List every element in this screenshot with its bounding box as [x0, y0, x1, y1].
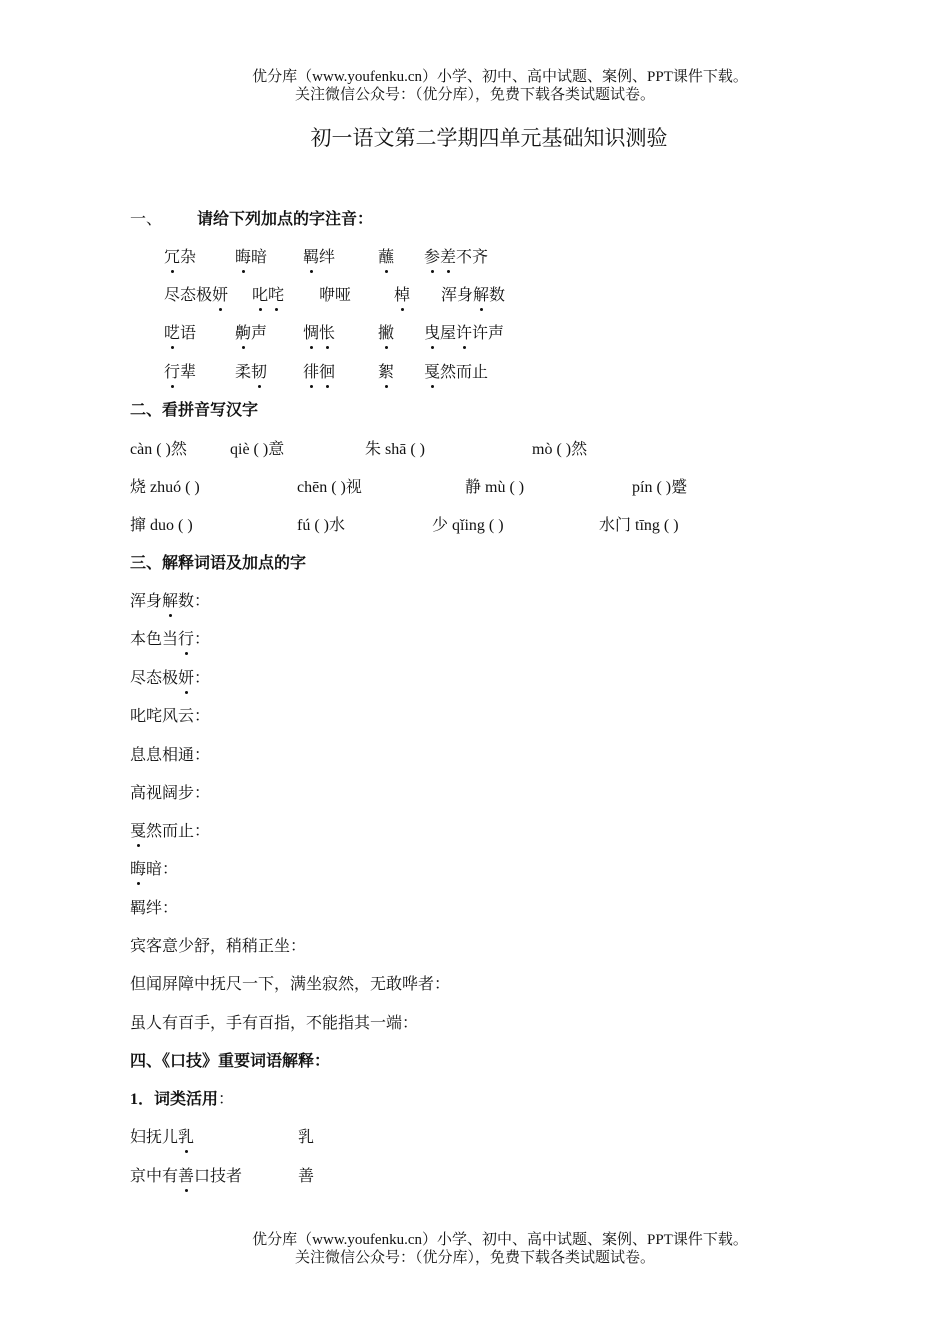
header-line-2: 关注微信公众号：（优分库），免费下载各类试题试卷。 [294, 87, 655, 103]
section-3-heading: 三、解释词语及加点的字 [130, 555, 307, 572]
s1-word: 惆怅 [303, 323, 335, 345]
s1-word: 羁绊 [303, 247, 335, 269]
s4-phrase: 京中有善口技者 [130, 1166, 242, 1188]
s3-item: 羁绊： [130, 900, 179, 917]
s2-item: mò ( )然 [532, 441, 588, 458]
sub-colon: ： [218, 1091, 235, 1108]
footer-watermark [0, 1231, 950, 1267]
section-1-heading: 请给下列加点的字注音： [197, 211, 374, 228]
sub-heading: 词类活用 [154, 1091, 219, 1108]
s2-item: qiè ( )意 [230, 441, 285, 458]
page-title: 初一语文第二学期四单元基础知识测验 [310, 126, 668, 150]
s1-word: 呓语 [164, 323, 196, 345]
s4-word: 善 [298, 1168, 315, 1185]
s3-item: 浑身解数： [130, 591, 210, 613]
s1-word: 戛然而止 [424, 362, 488, 384]
s2-item: 朱 shā ( ) [365, 441, 425, 458]
footer-line-1: 优分库（www.youfenku.cn）小学、初中、高中试题、案例、PPT课件下载。 [252, 1232, 748, 1248]
section-4-heading: 四、《口技》重要词语解释： [130, 1053, 331, 1070]
s3-item: 但闻屏障中抚尺一下，满坐寂然，无敢哗者： [130, 976, 451, 993]
s2-item: 撺 duo ( ) [130, 517, 193, 534]
s2-item: càn ( )然 [130, 441, 187, 458]
s2-item: chēn ( )视 [297, 479, 362, 496]
section-4-subheading [130, 1089, 234, 1111]
s1-word: 尽态极妍 [164, 285, 228, 307]
s1-word: 曳屋许许声 [424, 323, 504, 345]
header-watermark [0, 68, 950, 104]
s1-word: 行辈 [164, 362, 196, 384]
section-1-number: 一、 [130, 211, 163, 228]
s3-item: 虽人有百手，手有百指，不能指其一端： [130, 1015, 419, 1032]
s1-word: 晦暗 [235, 247, 267, 269]
s1-word: 冗杂 [164, 247, 196, 269]
s4-phrase: 妇抚儿乳 [130, 1127, 194, 1149]
s1-word: 叱咤 [252, 285, 284, 307]
s3-item: 息息相通： [130, 747, 211, 764]
s2-item: 烧 zhuó ( ) [130, 479, 200, 496]
s1-word: 参差不齐 [424, 247, 488, 269]
s3-item: 高视阔步： [130, 785, 211, 802]
footer-line-2: 关注微信公众号：（优分库），免费下载各类试题试卷。 [294, 1250, 655, 1266]
sub-number: 1． [130, 1091, 155, 1108]
s2-item: 少 qǐing ( ) [432, 517, 504, 534]
s3-item: 戛然而止： [130, 821, 210, 843]
s3-item: 本色当行： [130, 629, 210, 651]
s1-word: 棹 [394, 285, 410, 307]
s2-item: 静 mù ( ) [465, 479, 525, 496]
s4-word: 乳 [298, 1129, 315, 1146]
s1-word: 蘸 [378, 247, 394, 269]
s2-item: 水门 tīng ( ) [599, 517, 679, 534]
s3-item: 尽态极妍： [130, 668, 210, 690]
s1-word: 徘徊 [303, 362, 335, 384]
s3-item: 宾客意少舒，稍稍正坐： [130, 938, 307, 955]
s1-word: 絮 [378, 362, 394, 384]
s1-word: 齁声 [235, 323, 267, 345]
s1-word: 浑身解数 [441, 285, 505, 307]
s1-word: 柔韧 [235, 362, 267, 384]
s1-word: 咿哑 [319, 287, 352, 304]
s2-item: pín ( )蹙 [632, 479, 688, 496]
s3-item: 叱咤风云： [130, 708, 211, 725]
s1-word: 撇 [378, 323, 394, 345]
section-2-heading: 二、看拼音写汉字 [130, 402, 259, 419]
s2-item: fú ( )水 [297, 517, 345, 534]
s3-item: 晦暗： [130, 859, 178, 881]
header-line-1: 优分库（www.youfenku.cn）小学、初中、高中试题、案例、PPT课件下载。 [252, 69, 748, 85]
